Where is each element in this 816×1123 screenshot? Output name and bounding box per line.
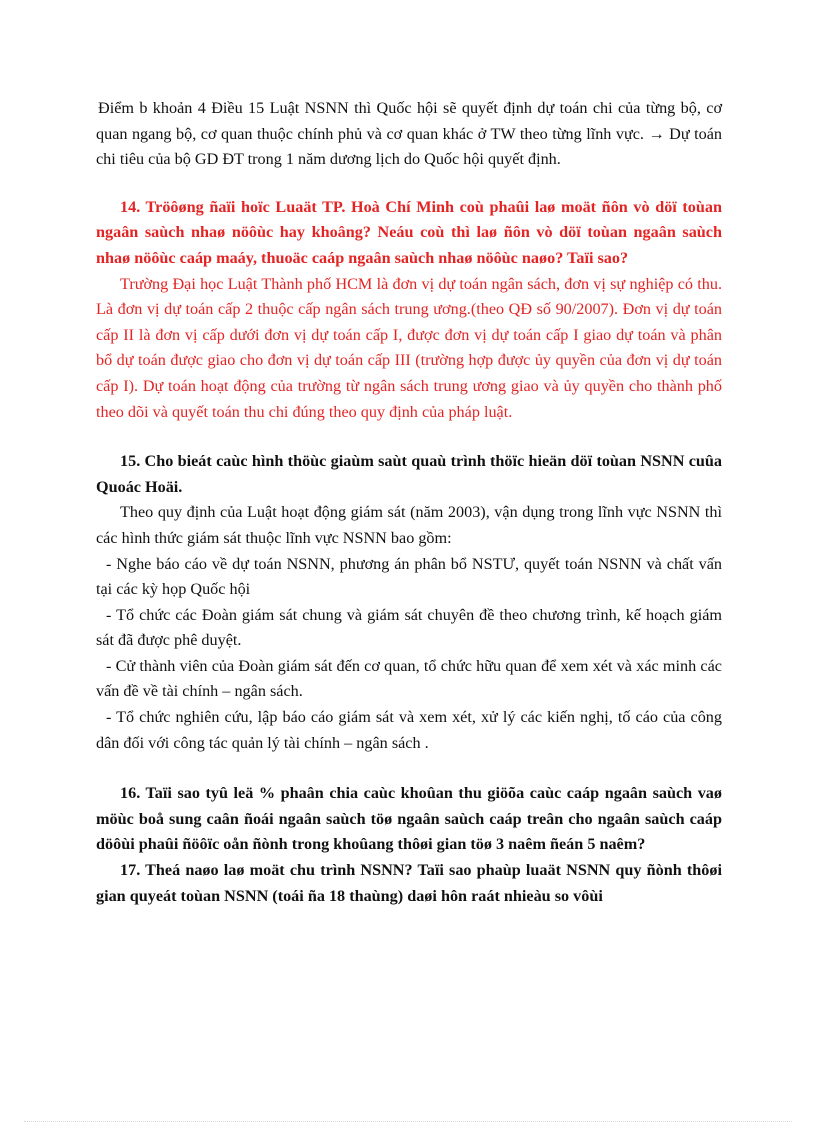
document-page bbox=[96, 96, 722, 909]
list-item: - Cử thành viên của Đoàn giám sát đến cơ quan, tổ chức hữu quan để xem xét và xác minh các vấn đề về tài chính – ngân sách. bbox=[96, 656, 722, 701]
list-item: - Tổ chức các Đoàn giám sát chung và giám sát chuyên đề theo chương trình, kế hoạch giám sát đã được phê duyệt. bbox=[96, 605, 722, 650]
list-item: - Nghe báo cáo về dự toán NSNN, phương án phân bổ NSTƯ, quyết toán NSNN và chất vấn tại các kỳ họp Quốc hội bbox=[96, 554, 722, 599]
page-bottom-divider bbox=[24, 1121, 792, 1122]
question-17-heading: 17. Theá naøo laø moät chu trình NSNN? Taïi sao phaùp luaät NSNN quy ñònh thôøi gian quyeát toùan NSNN (toái ña 18 thaùng) daøi hôn raát nhieàu so vôùi bbox=[96, 861, 722, 905]
answer-14-paragraph: Trường Đại học Luật Thành phố HCM là đơn vị dự toán ngân sách, đơn vị sự nghiệp có thu. Là đơn vị dự toán cấp 2 thuộc cấp ngân sách trung ương.(theo QĐ số 90/2007). Đơn vị dự toán cấp II là đơn vị cấp dưới đơn vị dự toán cấp I, được đơn vị dự toán cấp I giao dự toán và phân bổ dự toán được giao cho đơn vị dự toán cấp III (trường hợp được ủy quyền của đơn vị dự toán cấp I). Dự toán hoạt động của trường từ ngân sách trung ương giao và ủy quyền cho thành phố theo dõi và quyết toán thu chi đúng theo quy định của pháp luật. bbox=[96, 274, 722, 421]
answer-15-intro: Theo quy định của Luật hoạt động giám sát (năm 2003), vận dụng trong lĩnh vực NSNN thì các hình thức giám sát thuộc lĩnh vực NSNN bao gồm: bbox=[96, 503, 722, 547]
question-16-heading: 16. Taïi sao tyû leä % phaân chia caùc khoûan thu giöõa caùc caáp ngaân saùch vaø möùc boå sung caân ñoái ngaân saùch töø ngaân saùch caáp treân cho ngaân saùch caáp döôùi phaûi ñöôïc oån ñònh trong khoûang thôøi gian töø 3 naêm ñeán 5 naêm? bbox=[96, 784, 722, 854]
intro-paragraph: Điểm b khoản 4 Điều 15 Luật NSNN thì Quốc hội sẽ quyết định dự toán chi của từng bộ, cơ quan ngang bộ, cơ quan thuộc chính phủ và cơ quan khác ở TW theo từng lĩnh vực. → Dự toán chi tiêu của bộ GD ĐT trong 1 năm dương lịch do Quốc hội quyết định. bbox=[96, 99, 722, 169]
question-15-heading: 15. Cho bieát caùc hình thöùc giaùm saùt quaù trình thöïc hieän döï toùan NSNN cuûa Quoác Hoäi. bbox=[96, 452, 722, 496]
list-item: - Tổ chức nghiên cứu, lập báo cáo giám sát và xem xét, xử lý các kiến nghị, tố cáo của công dân đối với công tác quản lý tài chính – ngân sách . bbox=[96, 708, 722, 752]
question-14-heading: 14. Tröôøng ñaïi hoïc Luaät TP. Hoà Chí Minh coù phaûi laø moät ñôn vò döï toùan ngaân saùch nhaø nöôùc hay khoâng? Neáu coù thì laø ñôn vò döï toùan ngaân saùch nhaø nöôùc caáp maáy, thuoäc caáp ngaân saùch nhaø nöôùc naøo? Taïi sao? bbox=[96, 197, 722, 267]
